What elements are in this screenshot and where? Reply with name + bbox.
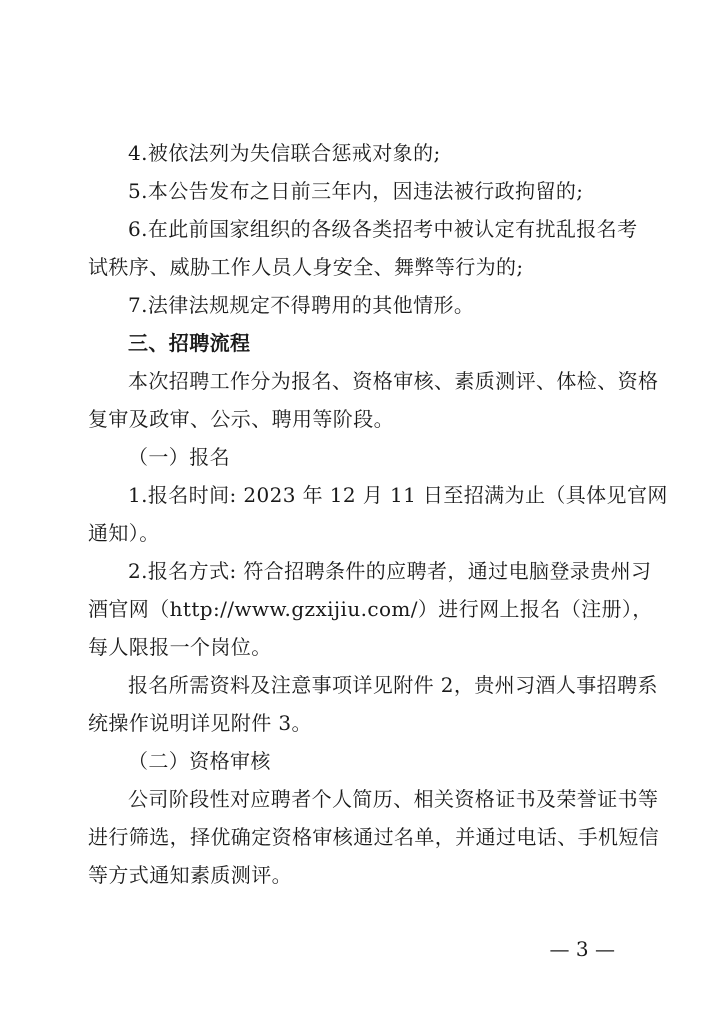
text-line-reg-method-c: 每人限报一个岗位。: [88, 635, 272, 659]
section-heading-recruitment-process: 三、招聘流程: [128, 331, 251, 355]
text-line-reg-time-a: 1.报名时间: 2023 年 12 月 11 日至招满为止（具体见官网: [128, 483, 668, 507]
text-line-review-a: 公司阶段性对应聘者个人简历、相关资格证书及荣誉证书等: [128, 787, 659, 811]
text-line-reg-method-b: 酒官网（http://www.gzxijiu.com/）进行网上报名（注册），: [88, 597, 653, 621]
page-number: — 3 —: [549, 937, 615, 961]
text-line-materials-b: 统操作说明详见附件 3。: [88, 711, 312, 735]
text-line-materials-a: 报名所需资料及注意事项详见附件 2，贵州习酒人事招聘系: [128, 673, 658, 697]
text-line-reg-time-b: 通知）。: [88, 521, 160, 545]
subheading-qualification-review: （二）资格审核: [128, 749, 271, 773]
text-line-item-7: 7.法律法规规定不得聘用的其他情形。: [128, 293, 475, 317]
text-line-item-5: 5.本公告发布之日前三年内，因违法被行政拘留的;: [128, 179, 584, 203]
text-line-item-4: 4.被依法列为失信联合惩戒对象的;: [128, 141, 441, 165]
text-line-item-6a: 6.在此前国家组织的各级各类招考中被认定有扰乱报名考: [128, 217, 638, 241]
text-line-reg-method-a: 2.报名方式: 符合招聘条件的应聘者，通过电脑登录贵州习: [128, 559, 652, 583]
text-line-process-a: 本次招聘工作分为报名、资格审核、素质测评、体检、资格: [128, 369, 659, 393]
text-line-process-b: 复审及政审、公示、聘用等阶段。: [88, 407, 394, 431]
text-line-review-c: 等方式通知素质测评。: [88, 863, 292, 887]
text-line-item-6b: 试秩序、威胁工作人员人身安全、舞弊等行为的;: [88, 255, 524, 279]
subheading-registration: （一）报名: [128, 445, 230, 469]
text-line-review-b: 进行筛选，择优确定资格审核通过名单，并通过电话、手机短信: [88, 825, 660, 849]
